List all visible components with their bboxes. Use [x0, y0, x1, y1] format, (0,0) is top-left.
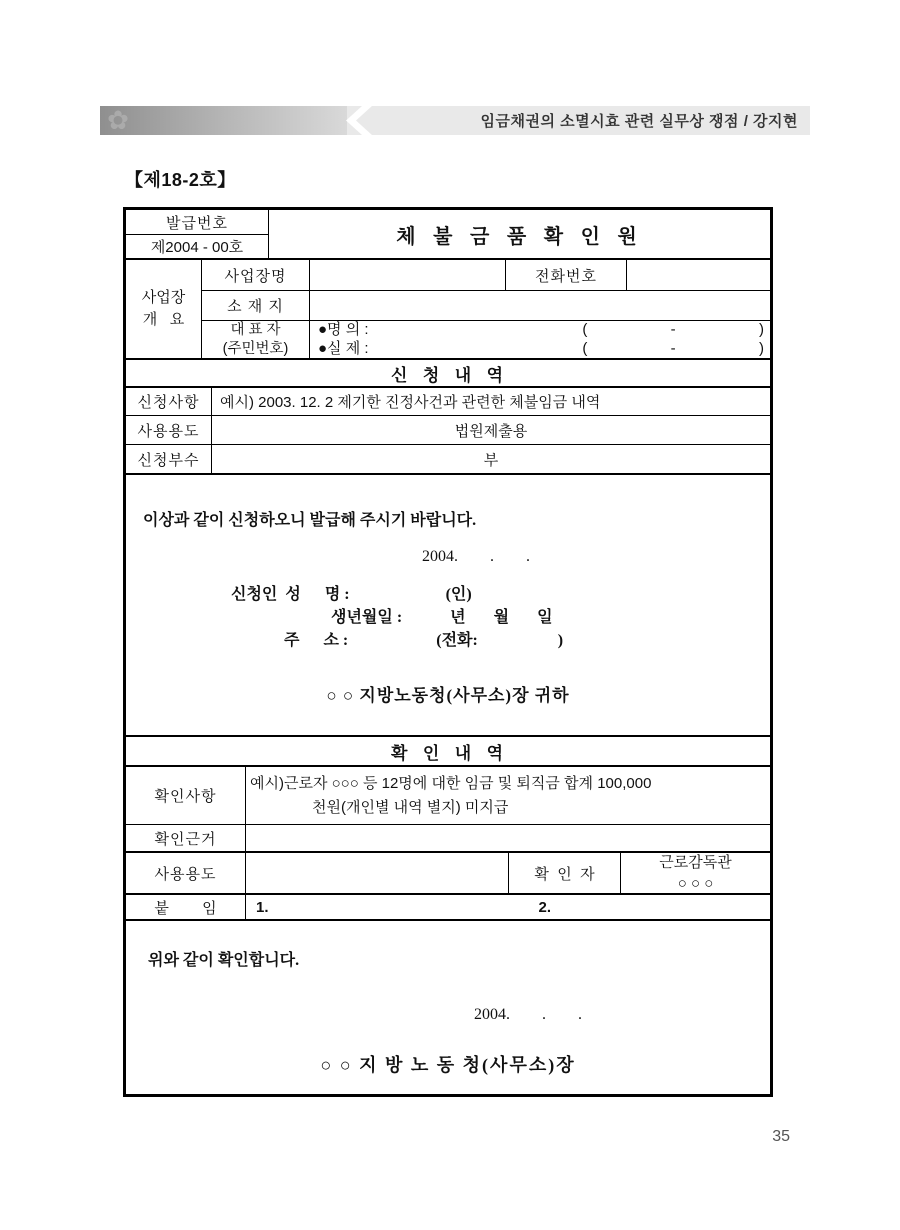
confirmation-signer: ○ ○ 지 방 노 동 청(사무소)장 — [320, 1055, 576, 1075]
phone-label: 전화번호 — [505, 260, 626, 290]
running-header-title: 임금채권의 소멸시효 관련 실무상 쟁점 / 강지현 — [480, 113, 798, 130]
representative-row — [202, 321, 770, 358]
confirmation-date: 2004. . . — [474, 1006, 582, 1023]
application-statement: 이상과 같이 신청하오니 발급해 주시기 바랍니다. — [143, 512, 477, 529]
applicant-address-line: 주 소 : (전화: ) — [284, 632, 564, 649]
confirm-basis-field — [246, 825, 770, 851]
workplace-section — [126, 260, 770, 360]
issue-number-label: 발급번호 — [126, 210, 268, 235]
title-row — [126, 210, 770, 260]
address-row — [202, 291, 770, 321]
confirm-item-row — [126, 767, 770, 825]
confirm-item-label: 확인사항 — [126, 767, 246, 824]
application-date: 2004. . . — [422, 548, 530, 565]
copies-label: 신청부수 — [126, 445, 212, 473]
representative-label: 대 표 자 (주민번호) — [202, 321, 310, 358]
attachment-2: 2. — [538, 898, 552, 916]
confirm-use-row — [126, 853, 770, 895]
use-purpose-label: 사용용도 — [126, 416, 212, 444]
seal-emblem-icon: ✿ — [107, 104, 129, 135]
request-item-label: 신청사항 — [126, 388, 212, 415]
rep-name-line: ●명 의 : ( - ) — [318, 321, 764, 339]
attachment-values — [246, 895, 770, 919]
workplace-name-row — [202, 260, 770, 291]
use-purpose-value: 법원제출용 — [454, 422, 528, 440]
confirm-basis-label: 확인근거 — [126, 825, 246, 851]
confirm-use-label: 사용용도 — [126, 853, 246, 893]
page-header-bar — [100, 106, 810, 135]
attachment-1: 1. — [256, 898, 269, 916]
confirm-section-header — [126, 737, 770, 767]
use-purpose-row — [126, 416, 770, 445]
header-bar-gradient-segment — [100, 106, 347, 135]
phone-field — [626, 260, 770, 290]
request-section-header — [126, 360, 770, 388]
representative-fields — [310, 321, 770, 358]
request-section-title: 신 청 내 역 — [390, 365, 506, 385]
issue-number-value: 제2004 - 00호 — [150, 239, 244, 256]
workplace-name-label: 사업장명 — [202, 260, 310, 290]
request-item-value: 예시) 2003. 12. 2 제기한 진정사건과 관련한 체불임금 내역 — [220, 394, 601, 411]
confirm-item-value: 예시)근로자 ○○○ 등 12명에 대한 임금 및 퇴직금 합계 100,000 천원(개인별 내역 별지) 미지급 — [250, 775, 652, 816]
confirm-use-field — [246, 853, 508, 893]
confirmation-body — [126, 921, 770, 1094]
address-label: 소 재 지 — [202, 291, 310, 320]
rep-real-line: ●실 제 : ( - ) — [318, 339, 764, 357]
attachment-row — [126, 895, 770, 921]
form-table — [123, 207, 773, 1097]
workplace-name-field — [310, 260, 505, 290]
address-field — [310, 291, 770, 320]
attachment-label: 붙 임 — [126, 895, 246, 919]
chevron-left-icon — [338, 106, 378, 135]
confirm-basis-row — [126, 825, 770, 853]
request-item-row — [126, 388, 770, 416]
applicant-name-line: 신청인 성 명 : (인) — [231, 586, 472, 603]
copies-value: 부 — [483, 451, 499, 469]
workplace-group-label: 사업장 개 요 — [126, 260, 202, 358]
applicant-birth-line: 생년월일 : 년 월 일 — [331, 609, 553, 626]
copies-row — [126, 445, 770, 475]
form-number-label: 【제18-2호】 — [125, 170, 236, 190]
issue-number-block — [126, 210, 269, 258]
application-body — [126, 475, 770, 737]
confirmer-label: 확 인 자 — [508, 853, 620, 893]
inspector-cell: 근로감독관 ○ ○ ○ — [620, 853, 770, 893]
confirm-section-title: 확 인 내 역 — [390, 743, 506, 763]
application-recipient: ○ ○ 지방노동청(사무소)장 귀하 — [326, 686, 570, 705]
page-number: 35 — [772, 1128, 790, 1145]
form-title: 체 불 금 품 확 인 원 — [396, 225, 643, 248]
confirmation-statement: 위와 같이 확인합니다. — [148, 952, 300, 969]
workplace-rows — [202, 260, 770, 358]
